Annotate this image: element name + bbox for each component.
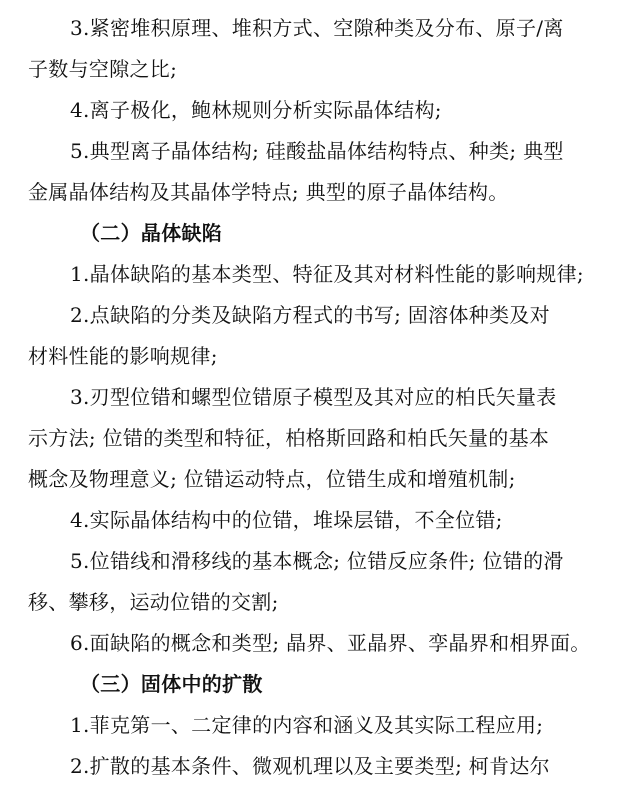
text-line: 1.菲克第一、二定律的内容和涵义及其实际工程应用; <box>70 713 544 737</box>
text-line: 6.面缺陷的概念和类型; 晶界、亚晶界、孪晶界和相界面。 <box>70 631 591 655</box>
text-line: 3.紧密堆积原理、堆积方式、空隙种类及分布、原子/离 <box>70 16 564 40</box>
text-line: 子数与空隙之比; <box>28 57 178 81</box>
text-line: 金属晶体结构及其晶体学特点; 典型的原子晶体结构。 <box>28 180 509 204</box>
text-line: 2.扩散的基本条件、微观机理以及主要类型; 柯肯达尔 <box>70 754 550 778</box>
text-line: 4.离子极化，鲍林规则分析实际晶体结构; <box>70 98 442 122</box>
section-heading-defects: （二）晶体缺陷 <box>80 221 223 245</box>
text-line: 1.晶体缺陷的基本类型、特征及其对材料性能的影响规律; <box>70 262 584 286</box>
text-line: 4.实际晶体结构中的位错，堆垛层错，不全位错; <box>70 508 503 532</box>
text-line: 移、攀移，运动位错的交割; <box>28 590 279 614</box>
text-line: 5.位错线和滑移线的基本概念; 位错反应条件; 位错的滑 <box>70 549 564 573</box>
text-line: 3.刃型位错和螺型位错原子模型及其对应的柏氏矢量表 <box>70 385 557 409</box>
section-heading-diffusion: （三）固体中的扩散 <box>80 672 263 696</box>
text-line: 示方法; 位错的类型和特征，柏格斯回路和柏氏矢量的基本 <box>28 426 550 450</box>
text-line: 5.典型离子晶体结构; 硅酸盐晶体结构特点、种类; 典型 <box>70 139 564 163</box>
text-line: 材料性能的影响规律; <box>28 344 218 368</box>
text-line: 2.点缺陷的分类及缺陷方程式的书写; 固溶体种类及对 <box>70 303 550 327</box>
text-line: 概念及物理意义; 位错运动特点，位错生成和增殖机制; <box>28 467 516 491</box>
